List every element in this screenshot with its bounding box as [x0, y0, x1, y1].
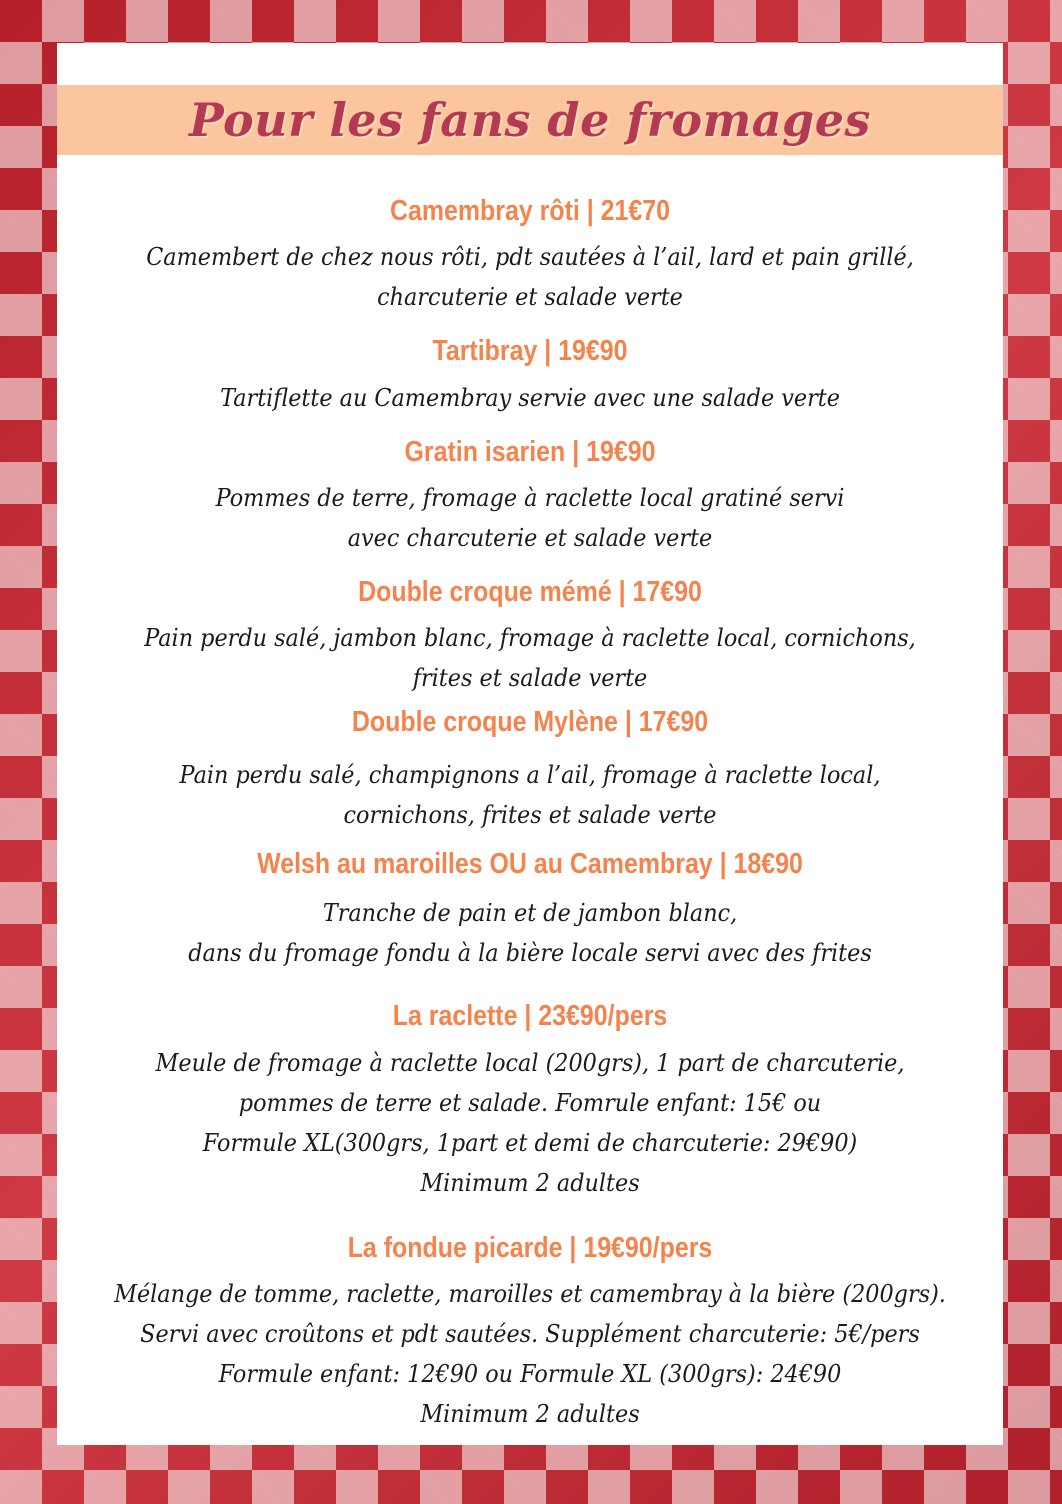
item-desc-fondue-picarde: Mélange de tomme, raclette, maroilles et camembray à la bière (200grs). Servi avec croûtons et pdt sautées. Supplément charcuterie: 5€/pers Formule enfant: 12€90 ou Formule XL (300grs): 24€90 Minimum 2 adultes [114, 1280, 946, 1428]
item-title-tartibray: Tartibray | 19€90 [432, 335, 628, 367]
item-desc-camembray-roti: Camembert de chez nous rôti, pdt sautées à l’ail, lard et pain grillé, charcuterie et salade verte [146, 243, 914, 311]
item-title-double-croque-meme: Double croque mémé | 17€90 [358, 576, 702, 608]
item-desc-welsh: Tranche de pain et de jambon blanc, dans du fromage fondu à la bière locale servi avec des frites [188, 899, 872, 967]
item-title-welsh: Welsh au maroilles OU au Camembray | 18€90 [257, 848, 803, 880]
item-title-double-croque-mylene: Double croque Mylène | 17€90 [351, 706, 709, 738]
item-desc-double-croque-meme: Pain perdu salé, jambon blanc, fromage à raclette local, cornichons, frites et salade verte [144, 624, 916, 692]
menu-list [57, 43, 1003, 1445]
item-desc-raclette: Meule de fromage à raclette local (200grs), 1 part de charcuterie, pommes de terre et salade. Fomrule enfant: 15€ ou Formule XL(300grs, 1part et demi de charcuterie: 29€90) Minimum 2 adultes [155, 1049, 905, 1197]
item-desc-tartibray: Tartiflette au Camembray servie avec une salade verte [220, 384, 840, 412]
menu-page [57, 43, 1003, 1445]
item-desc-gratin-isarien: Pommes de terre, fromage à raclette local gratiné servi avec charcuterie et salade verte [215, 484, 845, 552]
item-desc-double-croque-mylene: Pain perdu salé, champignons a l’ail, fromage à raclette local, cornichons, frites et salade verte [179, 761, 881, 829]
item-title-fondue-picarde: La fondue picarde | 19€90/pers [347, 1232, 713, 1264]
item-title-raclette: La raclette | 23€90/pers [392, 1000, 668, 1032]
item-title-camembray-roti: Camembray rôti | 21€70 [389, 195, 671, 227]
item-title-gratin-isarien: Gratin isarien | 19€90 [404, 436, 656, 468]
page-title: Pour les fans de fromages [189, 93, 871, 147]
